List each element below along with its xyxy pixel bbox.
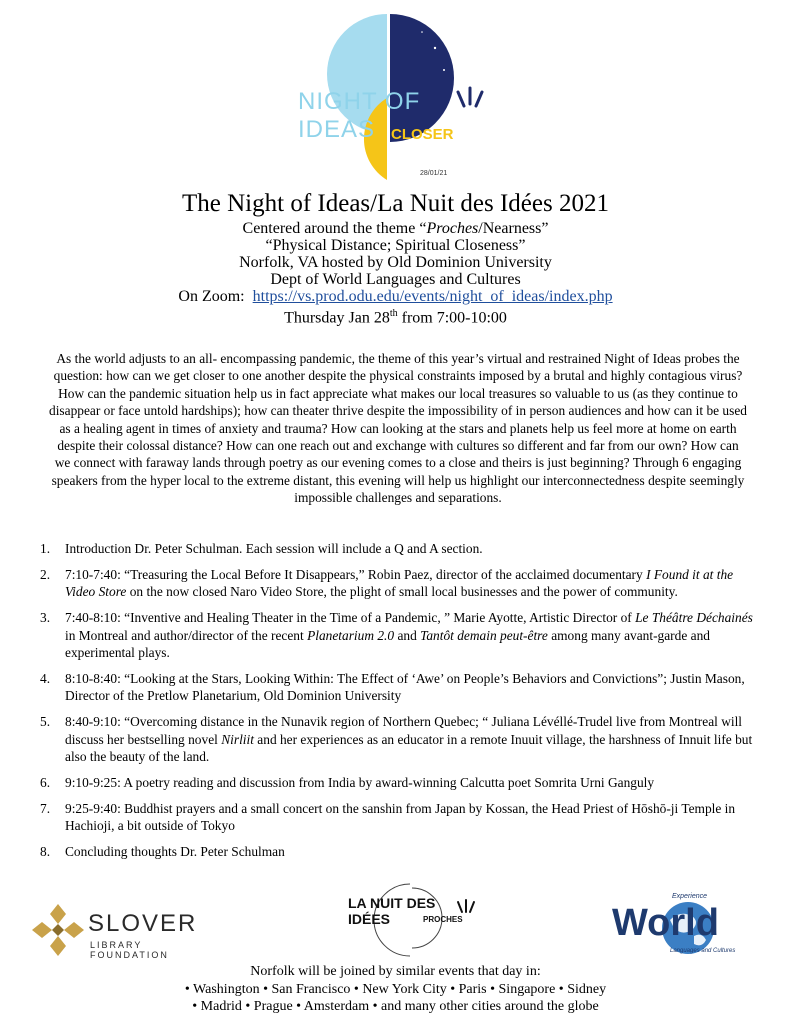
footer-line-1: Norfolk will be joined by similar events that day in:	[250, 964, 541, 979]
item-text-part: and	[394, 627, 421, 643]
item-text-italic: Le Théâtre Déchainés	[635, 610, 753, 626]
department-line: Dept of World Languages and Cultures	[270, 271, 521, 288]
cities-footer	[0, 963, 791, 1016]
item-text-italic: Nirliit	[221, 731, 254, 747]
item-number: 5.	[40, 714, 51, 730]
event-header	[0, 188, 791, 326]
nuit-text: LA NUIT DES IDÉES	[348, 895, 436, 927]
date-line	[0, 305, 791, 326]
zoom-link[interactable]: https://vs.prod.odu.edu/events/night_of_ideas/index.php	[252, 288, 613, 305]
item-number: 1.	[40, 541, 51, 556]
theme-italic: Proches	[426, 220, 479, 237]
logo-date-text: 28/01/21	[420, 170, 448, 177]
item-number: 4.	[40, 670, 51, 686]
item-text-italic: Planetarium 2.0	[307, 627, 395, 643]
item-text-part: Introduction Dr. Peter Schulman. Each session will include a Q and A section.	[65, 541, 483, 556]
world-bottom-text: Languages and Cultures	[670, 948, 736, 954]
item-text-italic: I Found it at the Video Store	[65, 566, 734, 600]
logo-closer-text: CLOSER	[391, 126, 454, 143]
item-number: 3.	[40, 610, 51, 626]
footer-line-3: • Madrid • Prague • Amsterdam • and many other cities around the globe	[192, 999, 599, 1014]
zoom-label: On Zoom:	[178, 288, 245, 305]
date-suffix: from 7:00-10:00	[397, 309, 507, 327]
night-of-ideas-logo	[292, 8, 502, 183]
slover-subtitle: LIBRARY FOUNDATION	[90, 940, 169, 960]
item-text	[65, 800, 760, 835]
list-item	[40, 566, 760, 601]
page-title: The Night of Ideas/La Nuit des Idées 2021	[182, 190, 609, 217]
item-text-part: in Montreal and author/director of the recent	[65, 627, 308, 643]
slover-library-logo	[30, 902, 220, 964]
slover-name: SLOVER	[88, 910, 198, 937]
item-text-part: 9:10-9:25: A poetry reading and discussion from India by award-winning Calcutta poet Somrita Urni Ganguly	[65, 774, 655, 790]
list-item	[40, 670, 760, 705]
theme-line	[0, 220, 791, 237]
item-number: 2.	[40, 566, 51, 582]
item-text-part: 9:25-9:40: Buddhist prayers and a small concert on the sanshin from Japan by Kossan, the Head Priest of Hōshō-ji Temple in Hachioji, a bit outside of Tokyo	[65, 800, 736, 834]
experience-world-logo	[608, 890, 768, 970]
item-number: 6.	[40, 774, 51, 790]
item-text-part: Concluding thoughts Dr. Peter Schulman	[65, 844, 285, 860]
list-item	[40, 540, 760, 557]
item-number: 8.	[40, 844, 51, 860]
world-top-text: Experience	[672, 893, 708, 900]
item-text	[65, 670, 760, 705]
item-text	[65, 843, 760, 860]
proches-text: PROCHES	[423, 915, 463, 924]
event-description: As the world adjusts to an all- encompassing pandemic, the theme of this year’s virtual and restrained Night of Ideas probes the question: how can we get closer to one another despite the physical constraints imposed by a brutal and highly contagious virus? How can the pandemic situation help us in fact appreciate what makes our local treasures so valuable to us (as they continue to disappear or face untold hardships); how can theater thrive despite the impossibility of in person audiences and how can it be used as a healing agent in times of anxiety and trauma? How can looking at the stars and planets help us feel more at home on earth despite their colossal distance? How can one reach out and exchange with cultures so different and far from our own? How can we connect with faraway lands through poetry as our evening comes to a close and theirs is just beginning? Through 6 engaging speakers from the hyper local to the extreme distant, this evening will help us highlight our interconnectedness despite seemingly impossible challenges and separations.	[49, 351, 747, 506]
date-sup: th	[389, 308, 398, 319]
item-text	[65, 774, 760, 791]
list-item	[40, 800, 760, 835]
list-item	[40, 774, 760, 791]
footer-line-2: • Washington • San Francisco • New York City • Paris • Singapore • Sidney	[184, 981, 607, 997]
item-text-part: among many avant-garde and experimental plays.	[65, 627, 710, 661]
theme-prefix: Centered around the theme “	[242, 220, 427, 237]
list-item	[40, 713, 760, 765]
item-text	[65, 609, 760, 661]
item-text-part: 8:40-9:10: “Overcoming distance in the Nunavik region of Northern Quebec; “ Juliana Lévéllé-Trudel live from Montreal will discuss her bestselling novel	[65, 714, 743, 747]
nuit-des-idees-logo	[340, 880, 480, 960]
date-prefix: Thursday Jan 28	[284, 309, 390, 327]
item-text	[65, 540, 760, 557]
item-text-part: 8:10-8:40: “Looking at the Stars, Looking Within: The Effect of ‘Awe’ on People’s Behaviors and Convictions”; Justin Mason, Director of the Pretlow Planetarium, Old Dominion University	[65, 670, 745, 704]
item-text	[65, 713, 760, 765]
item-text-part: and her experiences as an educator in a remote Inuuit village, the harshness of Innuit life but also the beauty of the land.	[65, 731, 753, 765]
item-text-part: 7:10-7:40: “Treasuring the Local Before It Disappears,” Robin Paez, director of the acclaimed documentary	[65, 566, 647, 582]
list-item	[40, 609, 760, 661]
program-list	[40, 540, 760, 869]
location-line: Norfolk, VA hosted by Old Dominion University	[239, 254, 552, 271]
item-number: 7.	[40, 800, 51, 816]
logo-title-text: NIGHT OF IDEAS	[298, 88, 421, 143]
item-text-part: on the now closed Naro Video Store, the plight of small local businesses and the power of community.	[126, 584, 678, 600]
item-text	[65, 566, 760, 601]
item-text-italic: Tantôt demain peut-être	[420, 627, 548, 643]
subtitle-line: “Physical Distance; Spiritual Closeness”	[265, 237, 526, 254]
theme-suffix: /Nearness”	[478, 220, 549, 237]
slover-emblem-icon	[30, 902, 86, 958]
world-text: World	[612, 902, 719, 944]
list-item	[40, 843, 760, 860]
zoom-line	[0, 288, 791, 305]
item-text-part: 7:40-8:10: “Inventive and Healing Theater in the Time of a Pandemic, ” Marie Ayotte, Artistic Director of	[65, 610, 636, 626]
